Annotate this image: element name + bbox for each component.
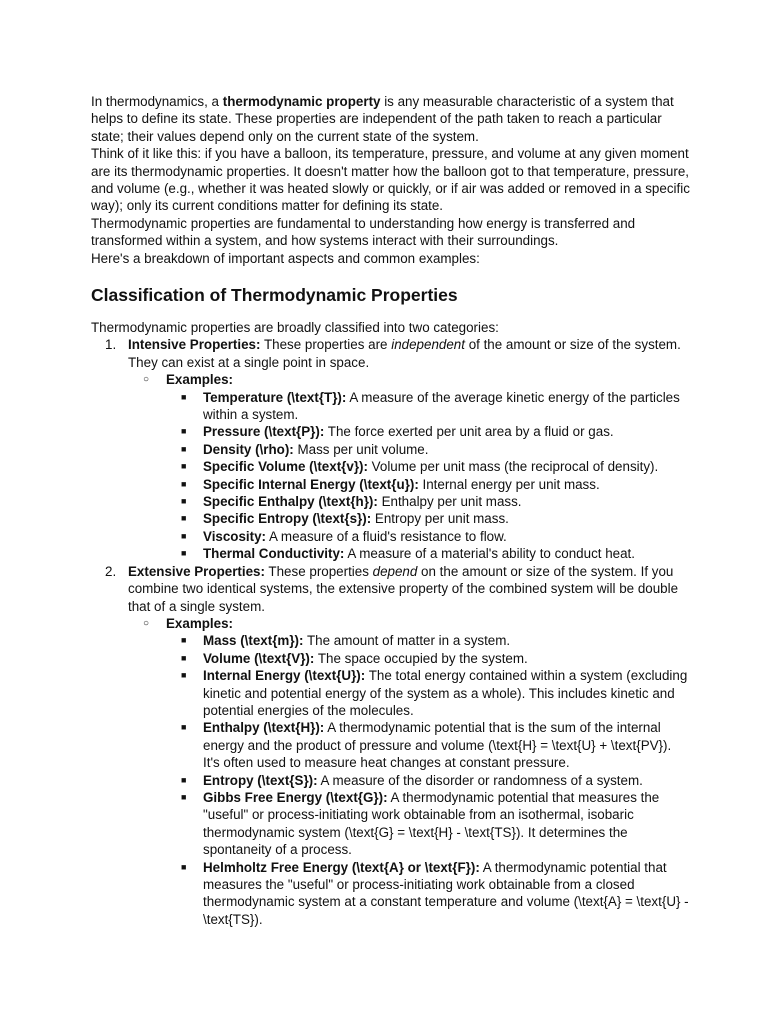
intensive-examples-list bbox=[91, 389, 691, 563]
item-description: Entropy per unit mass. bbox=[371, 511, 509, 527]
list-item bbox=[91, 632, 691, 649]
item-term: Thermal Conductivity: bbox=[203, 546, 345, 562]
item-description: A thermodynamic potential that measures the "useful" or process-initiating work obtainable from a closed thermodynamic system at a constant temperature and volume (\text{A} = \text{U} - \text{TS}). bbox=[203, 859, 689, 927]
square-bullet-icon: ■ bbox=[181, 478, 187, 489]
square-bullet-icon: ■ bbox=[181, 791, 187, 802]
square-bullet-icon: ■ bbox=[181, 443, 187, 454]
list-item bbox=[91, 772, 691, 789]
square-bullet-icon: ■ bbox=[181, 496, 187, 507]
item-description: The force exerted per unit area by a fluid or gas. bbox=[324, 424, 614, 440]
square-bullet-icon: ■ bbox=[181, 391, 187, 402]
square-bullet-icon: ■ bbox=[181, 635, 187, 646]
list-number: 1. bbox=[105, 337, 117, 353]
list-item bbox=[91, 528, 691, 545]
item-term: Viscosity: bbox=[203, 528, 267, 544]
square-bullet-icon: ■ bbox=[181, 461, 187, 472]
list-item bbox=[91, 493, 691, 510]
list-item bbox=[91, 389, 691, 424]
item-description: Volume per unit mass (the reciprocal of density). bbox=[367, 459, 659, 475]
intro-section bbox=[91, 93, 691, 267]
circle-bullet-icon: ○ bbox=[143, 617, 150, 629]
item-term: Specific Entropy (\text{s}): bbox=[203, 511, 372, 527]
item-term: Internal Energy (\text{U}): bbox=[203, 668, 366, 684]
section-lead: Thermodynamic properties are broadly classified into two categories: bbox=[91, 320, 499, 335]
list-item bbox=[91, 476, 691, 493]
list-item bbox=[91, 545, 691, 562]
item-term: Enthalpy (\text{H}): bbox=[203, 720, 325, 736]
item-description: A thermodynamic potential that measures the "useful" or process-initiating work obtainable from an isothermal, isobaric thermodynamic system (\text{G} = \text{H} - \text{TS}). It determines the spontaneity of a process. bbox=[203, 789, 660, 858]
square-bullet-icon: ■ bbox=[181, 426, 187, 437]
item-term: Mass (\text{m}): bbox=[203, 633, 304, 649]
list-item bbox=[91, 650, 691, 667]
item-description: Internal energy per unit mass. bbox=[418, 476, 600, 492]
intensive-examples-label: ○ Examples: bbox=[143, 372, 233, 388]
list-item bbox=[91, 859, 691, 929]
list-item bbox=[91, 458, 691, 475]
item-description: A thermodynamic potential that is the sum of the internal energy and the product of pressure and volume (\text{H} = \text{U} + \text{PV}). It's often used to measure heat changes at constant pressure. bbox=[203, 720, 672, 771]
square-bullet-icon: ■ bbox=[181, 722, 187, 733]
square-bullet-icon: ■ bbox=[181, 530, 187, 541]
item-term: Temperature (\text{T}): bbox=[203, 389, 347, 405]
intro-paragraph-3: Thermodynamic properties are fundamental to understanding how energy is transferred and transformed within a system, and how systems interact with their surroundings. bbox=[91, 215, 636, 249]
intensive-title: Intensive Properties: bbox=[128, 337, 261, 353]
item-description: A measure of a material's ability to conduct heat. bbox=[344, 546, 635, 562]
extensive-title: Extensive Properties: bbox=[128, 563, 265, 579]
item-term: Helmholtz Free Energy (\text{A} or \text{F}): bbox=[203, 859, 480, 875]
intro-paragraph-2: Think of it like this: if you have a balloon, its temperature, pressure, and volume at any given moment are its thermodynamic properties. It doesn't matter how the balloon got to that temperature, pressure, and volume (e.g., whether it was heated slowly or quickly, or if air was added or removed in a specific way); only its current conditions matter for defining its state. bbox=[91, 146, 690, 214]
item-description: The space occupied by the system. bbox=[314, 650, 528, 666]
list-item bbox=[91, 667, 691, 719]
intensive-properties-item: 1. Intensive Properties: These properties are independent of the amount or size of the system. They can exist at a single point in space. bbox=[105, 337, 681, 370]
item-term: Specific Internal Energy (\text{u}): bbox=[203, 476, 419, 492]
item-description: The amount of matter in a system. bbox=[303, 633, 511, 649]
square-bullet-icon: ■ bbox=[181, 513, 187, 524]
item-description: A measure of the average kinetic energy of the particles within a system. bbox=[203, 389, 680, 423]
square-bullet-icon: ■ bbox=[181, 652, 187, 663]
item-description: Enthalpy per unit mass. bbox=[377, 494, 522, 510]
item-description: A measure of the disorder or randomness of a system. bbox=[317, 772, 643, 788]
list-number: 2. bbox=[105, 563, 117, 579]
item-term: Volume (\text{V}): bbox=[203, 650, 315, 666]
item-term: Gibbs Free Energy (\text{G}): bbox=[203, 789, 388, 805]
item-description: The total energy contained within a system (excluding kinetic and potential energy of the system as a whole). This includes kinetic and potential energies of the molecules. bbox=[203, 668, 688, 718]
item-term: Entropy (\text{S}): bbox=[203, 772, 318, 788]
item-term: Specific Volume (\text{v}): bbox=[203, 459, 368, 475]
square-bullet-icon: ■ bbox=[181, 861, 187, 872]
intro-paragraph-4: Here's a breakdown of important aspects and common examples: bbox=[91, 250, 480, 266]
list-item bbox=[91, 441, 691, 458]
circle-bullet-icon: ○ bbox=[143, 374, 150, 386]
intro-paragraph-1: In thermodynamics, a thermodynamic property is any measurable characteristic of a system that helps to define its state. These properties are independent of the path taken to reach a particular state; their values depend only on the current state of the system. bbox=[91, 94, 674, 144]
extensive-properties-item: 2. Extensive Properties: These properties depend on the amount or size of the system. If you combine two identical systems, the extensive property of the combined system will be double that of a single system. bbox=[105, 563, 679, 614]
list-item bbox=[91, 719, 691, 771]
list-item bbox=[91, 423, 691, 440]
extensive-examples-list bbox=[91, 632, 691, 928]
section-heading: Classification of Thermodynamic Properties bbox=[91, 285, 458, 305]
item-description: A measure of a fluid's resistance to flow. bbox=[266, 528, 507, 544]
term-thermodynamic-property: thermodynamic property bbox=[222, 94, 381, 109]
square-bullet-icon: ■ bbox=[181, 670, 187, 681]
classification-section bbox=[91, 319, 691, 928]
item-term: Density (\rho): bbox=[203, 441, 294, 457]
item-description: Mass per unit volume. bbox=[293, 441, 429, 457]
item-term: Pressure (\text{P}): bbox=[203, 424, 325, 440]
extensive-examples-label: ○ Examples: bbox=[143, 615, 233, 631]
list-item bbox=[91, 510, 691, 527]
square-bullet-icon: ■ bbox=[181, 774, 187, 785]
item-term: Specific Enthalpy (\text{h}): bbox=[203, 494, 378, 510]
square-bullet-icon: ■ bbox=[181, 548, 187, 559]
list-item bbox=[91, 789, 691, 859]
